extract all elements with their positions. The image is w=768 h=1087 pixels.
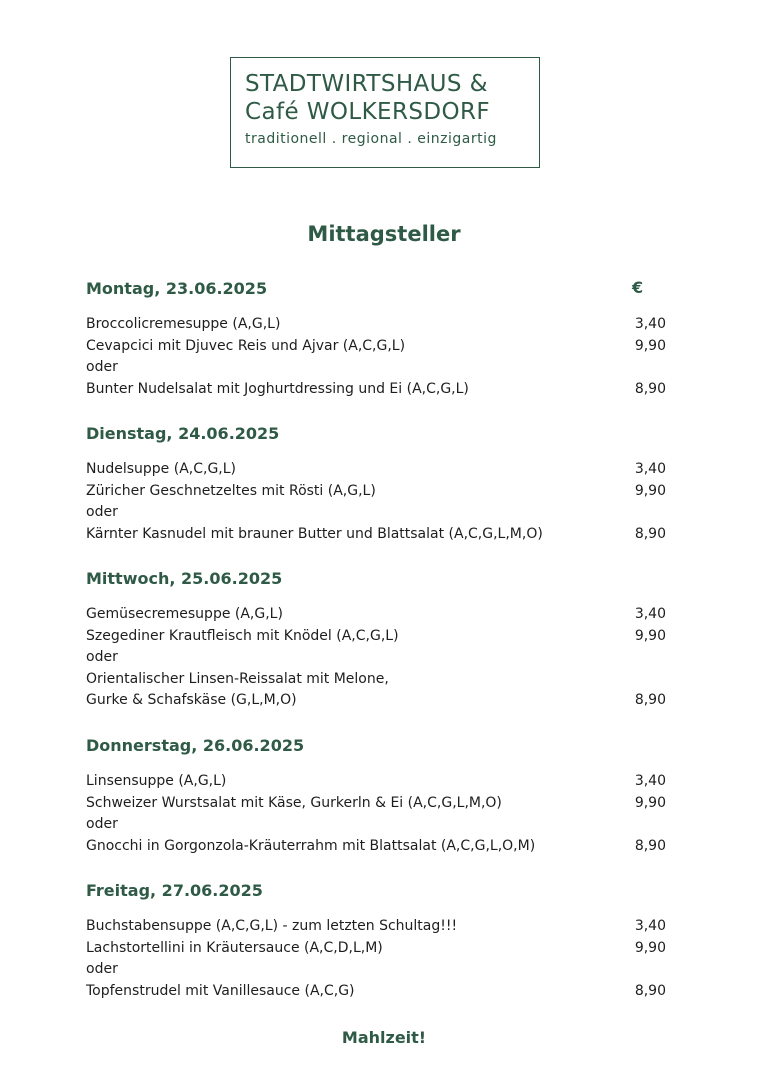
- dish-price: 3,40: [634, 461, 666, 477]
- day-section-wednesday: [86, 568, 666, 712]
- menu-item: [86, 524, 666, 546]
- dish-name: Broccolicremesuppe (A,G,L): [86, 316, 281, 332]
- dish-name: Gnocchi in Gorgonzola-Kräuterrahm mit Blattsalat (A,C,G,L,O,M): [86, 837, 536, 854]
- dish-name: Schweizer Wurstsalat mit Käse, Gurkerln & Ei (A,C,G,L,M,O): [86, 794, 502, 811]
- menu-item: [86, 981, 666, 1003]
- dish-price: 8,90: [634, 692, 666, 708]
- day-heading: Mittwoch, 25.06.2025: [86, 569, 283, 588]
- menu-item: [86, 336, 666, 358]
- dish-name: Bunter Nudelsalat mit Joghurtdressing und Ei (A,C,G,L): [86, 380, 469, 397]
- menu-item: [86, 357, 666, 379]
- menu-list: [86, 916, 666, 1002]
- menu-list: [86, 459, 666, 545]
- dish-price: 8,90: [634, 837, 666, 854]
- closing-greeting: Mahlzeit!: [341, 1028, 427, 1047]
- logo-line-2: Café WOLKERSDORF: [245, 99, 490, 125]
- dish-name: oder: [86, 961, 118, 977]
- menu-item: [86, 314, 666, 336]
- dish-price: 9,90: [634, 627, 666, 644]
- dish-price: 9,90: [634, 482, 666, 499]
- menu-item: [86, 379, 666, 401]
- dish-name: Züricher Geschnetzeltes mit Rösti (A,G,L): [86, 482, 376, 499]
- day-section-thursday: [86, 735, 666, 857]
- dish-name: Linsensuppe (A,G,L): [86, 773, 227, 789]
- currency-header: €: [632, 278, 644, 297]
- menu-item: [86, 459, 666, 481]
- menu-item: [86, 771, 666, 793]
- dish-price: 3,40: [634, 316, 666, 332]
- dish-name: Szegediner Krautfleisch mit Knödel (A,C,G,L): [86, 627, 399, 644]
- logo-tagline: traditionell . regional . einzigartig: [245, 131, 497, 147]
- dish-price: 3,40: [634, 918, 666, 934]
- logo-box: [230, 57, 540, 168]
- dish-name: Orientalischer Linsen-Reissalat mit Melone,: [86, 670, 389, 687]
- menu-item: [86, 626, 666, 648]
- menu-list: [86, 604, 666, 712]
- dish-price: 8,90: [634, 982, 666, 999]
- day-heading: Donnerstag, 26.06.2025: [86, 736, 305, 755]
- menu-item: [86, 481, 666, 503]
- menu-item: [86, 814, 666, 836]
- menu-list: [86, 771, 666, 857]
- day-heading: Dienstag, 24.06.2025: [86, 424, 280, 443]
- menu-item: [86, 916, 666, 938]
- menu-list: [86, 314, 666, 400]
- dish-name: oder: [86, 359, 118, 375]
- dish-name: oder: [86, 649, 118, 665]
- day-heading: Montag, 23.06.2025: [86, 279, 268, 298]
- dish-price: 3,40: [634, 773, 666, 789]
- dish-name: Gemüsecremesuppe (A,G,L): [86, 606, 283, 622]
- page-title: Mittagsteller: [307, 222, 461, 246]
- dish-price: 9,90: [634, 337, 666, 354]
- menu-item: [86, 836, 666, 858]
- dish-price: 8,90: [634, 380, 666, 397]
- menu-item: [86, 690, 666, 712]
- dish-name: Nudelsuppe (A,C,G,L): [86, 461, 237, 477]
- dish-name: Cevapcici mit Djuvec Reis und Ajvar (A,C,G,L): [86, 337, 406, 354]
- day-section-monday: [86, 278, 666, 400]
- dish-price: 8,90: [634, 525, 666, 542]
- menu-item: [86, 669, 666, 691]
- menu-item: [86, 502, 666, 524]
- dish-name: Gurke & Schafskäse (G,L,M,O): [86, 692, 297, 708]
- day-section-tuesday: [86, 423, 666, 545]
- menu-item: [86, 938, 666, 960]
- menu-item: [86, 604, 666, 626]
- dish-name: oder: [86, 816, 118, 832]
- day-heading: Freitag, 27.06.2025: [86, 881, 263, 900]
- logo-line-1: STADTWIRTSHAUS &: [245, 71, 488, 97]
- dish-name: oder: [86, 504, 118, 520]
- dish-price: 9,90: [634, 794, 666, 811]
- menu-item: [86, 793, 666, 815]
- dish-price: 3,40: [634, 606, 666, 622]
- menu-item: [86, 647, 666, 669]
- dish-name: Kärnter Kasnudel mit brauner Butter und Blattsalat (A,C,G,L,M,O): [86, 525, 543, 542]
- dish-name: Lachstortellini in Kräutersauce (A,C,D,L,M): [86, 939, 383, 956]
- menu-item: [86, 959, 666, 981]
- dish-price: 9,90: [634, 939, 666, 956]
- dish-name: Topfenstrudel mit Vanillesauce (A,C,G): [86, 982, 355, 999]
- dish-name: Buchstabensuppe (A,C,G,L) - zum letzten Schultag!!!: [86, 918, 458, 934]
- day-section-friday: [86, 880, 666, 1002]
